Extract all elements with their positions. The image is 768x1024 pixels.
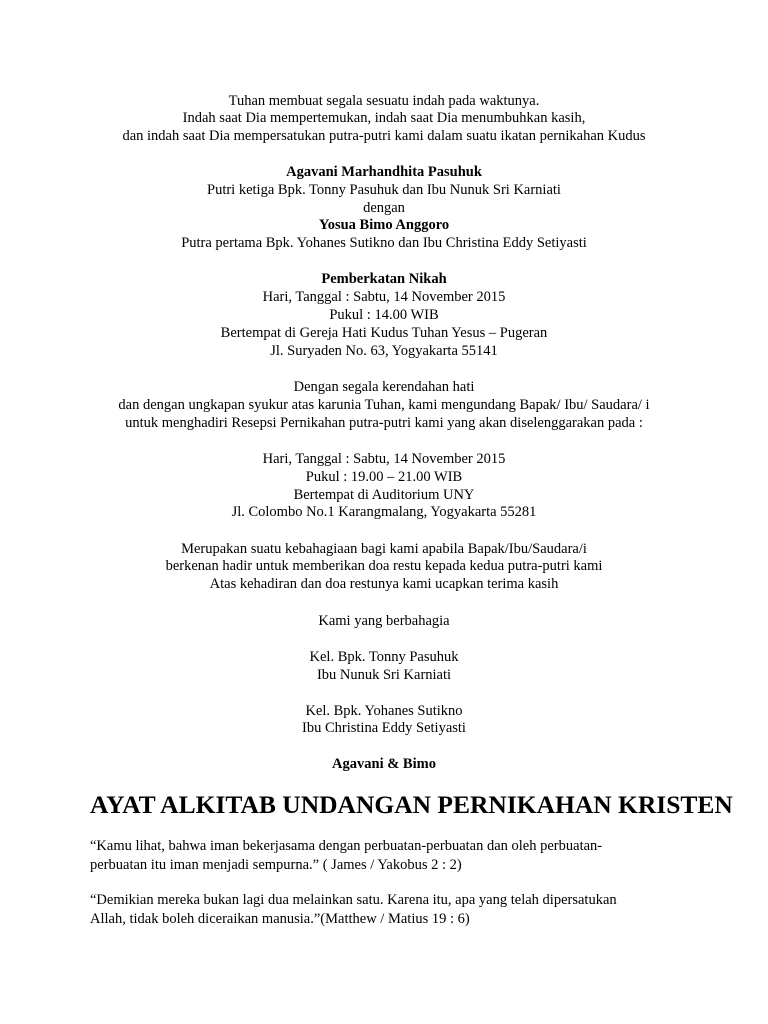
family1-line: Kel. Bpk. Tonny Pasuhuk <box>309 649 459 665</box>
groom-name: Yosua Bimo Anggoro <box>318 217 450 233</box>
verse-line: “Kamu lihat, bahwa iman bekerjasama dengan perbuatan-perbuatan dan oleh perbuatan- <box>90 838 603 854</box>
verse-block <box>90 891 690 929</box>
intro-line: dan indah saat Dia mempersatukan putra-putri kami dalam suatu ikatan pernikahan Kudus <box>122 128 646 144</box>
family1-line: Ibu Nunuk Sri Karniati <box>316 667 452 683</box>
signoff: Kami yang berbahagia <box>318 613 450 629</box>
ceremony-date: Hari, Tanggal : Sabtu, 14 November 2015 <box>262 289 506 305</box>
closing-line: Merupakan suatu kebahagiaan bagi kami apabila Bapak/Ibu/Saudara/i <box>181 541 587 557</box>
verse-line: Allah, tidak boleh diceraikan manusia.”(Matthew / Matius 19 : 6) <box>90 911 470 927</box>
invitation-line: Dengan segala kerendahan hati <box>293 379 475 395</box>
invitation-line: untuk menghadiri Resepsi Pernikahan putra-putri kami yang akan diselenggarakan pada : <box>125 415 643 431</box>
family2-line: Kel. Bpk. Yohanes Sutikno <box>305 703 463 719</box>
reception-time: Pukul : 19.00 – 21.00 WIB <box>305 469 463 485</box>
intro-line: Indah saat Dia mempertemukan, indah saat Dia menumbuhkan kasih, <box>182 110 586 126</box>
verse-line: perbuatan itu iman menjadi sempurna.” ( James / Yakobus 2 : 2) <box>90 857 462 873</box>
closing-line: Atas kehadiran dan doa restunya kami ucapkan terima kasih <box>209 576 559 592</box>
ceremony-title: Pemberkatan Nikah <box>321 271 447 287</box>
groom-parents: Putra pertama Bpk. Yohanes Sutikno dan Ibu Christina Eddy Setiyasti <box>181 235 587 251</box>
verse-line: “Demikian mereka bukan lagi dua melainkan satu. Karena itu, apa yang telah dipersatukan <box>90 892 617 908</box>
reception-address: Jl. Colombo No.1 Karangmalang, Yogyakarta 55281 <box>231 504 537 520</box>
section-heading: AYAT ALKITAB UNDANGAN PERNIKAHAN KRISTEN <box>90 790 733 819</box>
reception-date: Hari, Tanggal : Sabtu, 14 November 2015 <box>262 451 506 467</box>
family2-line: Ibu Christina Eddy Setiyasti <box>302 720 466 736</box>
connector-text: dengan <box>363 200 405 216</box>
ceremony-address: Jl. Suryaden No. 63, Yogyakarta 55141 <box>270 343 498 359</box>
couple-names: Agavani & Bimo <box>332 756 436 772</box>
intro-line: Tuhan membuat segala sesuatu indah pada waktunya. <box>228 93 540 109</box>
ceremony-time: Pukul : 14.00 WIB <box>329 307 439 323</box>
bride-name: Agavani Marhandhita Pasuhuk <box>286 164 482 180</box>
invitation-line: dan dengan ungkapan syukur atas karunia Tuhan, kami mengundang Bapak/ Ibu/ Saudara/ i <box>118 397 650 413</box>
closing-line: berkenan hadir untuk memberikan doa restu kepada kedua putra-putri kami <box>165 558 603 574</box>
bride-parents: Putri ketiga Bpk. Tonny Pasuhuk dan Ibu Nunuk Sri Karniati <box>207 182 561 198</box>
verse-block <box>90 837 690 875</box>
ceremony-venue: Bertempat di Gereja Hati Kudus Tuhan Yesus – Pugeran <box>220 325 548 341</box>
reception-venue: Bertempat di Auditorium UNY <box>293 487 475 503</box>
